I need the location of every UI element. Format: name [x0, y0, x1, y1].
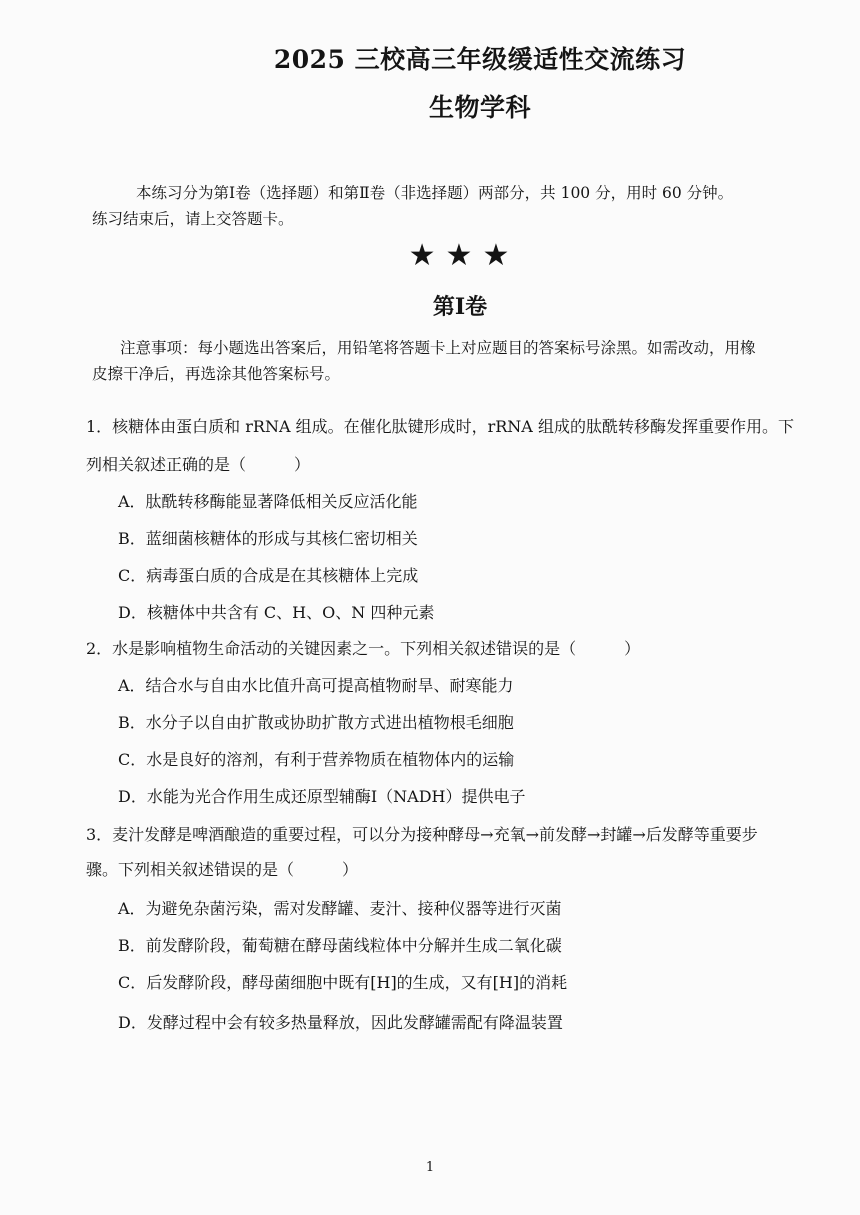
question-1-option-b: B．蓝细菌核糖体的形成与其核仁密切相关 — [118, 529, 418, 548]
question-2-stem — [86, 636, 846, 662]
notice-line-1: 注意事项：每小题选出答案后，用铅笔将答题卡上对应题目的答案标号涂黑。如需改动，用橡 — [120, 339, 756, 357]
question-3-line-2: 骤。下列相关叙述错误的是（ ） — [86, 860, 359, 879]
question-2-option-b: B．水分子以自由扩散或协助扩散方式进出植物根毛细胞 — [118, 713, 514, 732]
question-3-option-d: D．发酵过程中会有较多热量释放，因此发酵罐需配有降温装置 — [118, 1013, 563, 1032]
question-1-stem — [86, 414, 846, 478]
notice-paragraph — [92, 335, 837, 387]
question-1-option-c: C．病毒蛋白质的合成是在其核糖体上完成 — [118, 566, 419, 585]
question-2-option-a: A．结合水与自由水比值升高可提高植物耐旱、耐寒能力 — [118, 676, 514, 695]
question-3-option-c: C．后发酵阶段，酵母菌细胞中既有[H]的生成，又有[H]的消耗 — [118, 973, 568, 992]
question-3-option-a: A．为避免杂菌污染，需对发酵罐、麦汁、接种仪器等进行灭菌 — [118, 899, 562, 918]
question-1-line-1: 1．核糖体由蛋白质和 rRNA 组成。在催化肽键形成时，rRNA 组成的肽酰转移酶发挥重要作用。下 — [86, 417, 794, 436]
page-number: 1 — [425, 1160, 435, 1175]
question-3-option-b: B．前发酵阶段，葡萄糖在酵母菌线粒体中分解并生成二氧化碳 — [118, 936, 562, 955]
question-3-stem — [86, 822, 846, 883]
stars-divider: ★★★ — [408, 238, 520, 273]
intro-paragraph — [92, 180, 822, 232]
intro-line-1: 本练习分为第Ⅰ卷（选择题）和第Ⅱ卷（非选择题）两部分，共 100 分，用时 60 分钟。 — [136, 184, 734, 202]
exam-title: 2025 三校高三年级缓适性交流练习 — [273, 45, 687, 74]
question-1-option-d: D．核糖体中共含有 C、H、O、N 四种元素 — [118, 603, 435, 622]
question-2-option-d: D．水能为光合作用生成还原型辅酶Ⅰ（NADH）提供电子 — [118, 787, 526, 806]
question-2-option-c: C．水是良好的溶剂，有利于营养物质在植物体内的运输 — [118, 750, 515, 769]
subject-title: 生物学科 — [428, 93, 531, 122]
question-3-line-1: 3．麦汁发酵是啤酒酿造的重要过程，可以分为接种酵母→充氧→前发酵→封罐→后发酵等重要步 — [86, 825, 758, 844]
notice-line-2: 皮擦干净后，再选涂其他答案标号。 — [92, 365, 341, 383]
intro-line-2: 练习结束后，请上交答题卡。 — [92, 210, 294, 228]
section-title: 第Ⅰ卷 — [432, 294, 488, 320]
question-1-line-2: 列相关叙述正确的是（ ） — [86, 455, 311, 474]
question-2-line-1: 2．水是影响植物生命活动的关键因素之一。下列相关叙述错误的是（ ） — [86, 639, 641, 658]
question-1-option-a: A．肽酰转移酶能显著降低相关反应活化能 — [118, 492, 418, 511]
